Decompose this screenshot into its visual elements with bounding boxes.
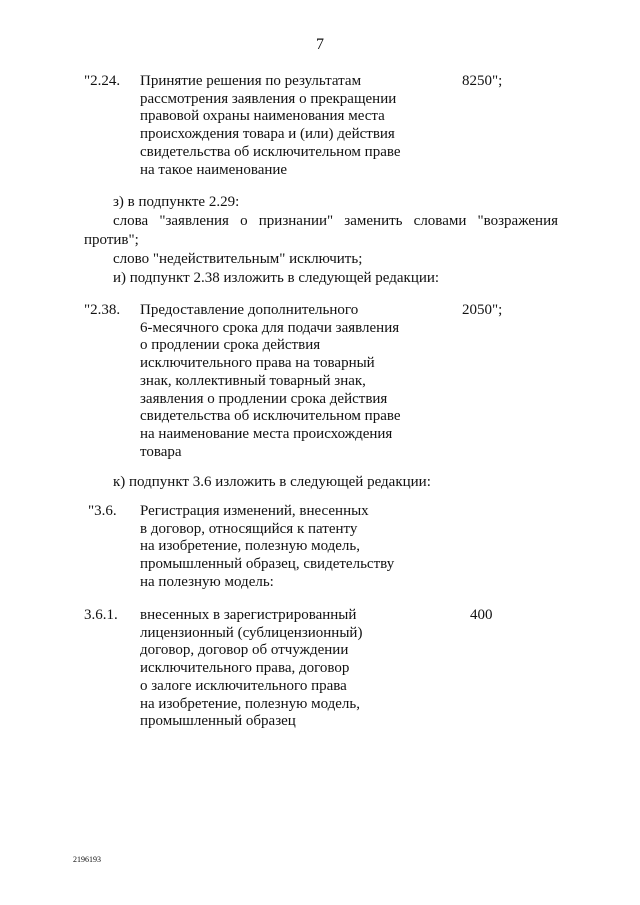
- item-price: 400: [470, 607, 493, 623]
- description-line: договор, договор об отчуждении: [140, 642, 349, 659]
- description-line: правовой охраны наименования места: [140, 108, 385, 125]
- item-number: 3.6.1.: [84, 607, 118, 623]
- paragraph-z-words: [84, 212, 558, 250]
- description-line: исключительного права, договор: [140, 660, 350, 677]
- description-line: на изобретение, полезную модель,: [140, 695, 361, 712]
- item-number: "3.6.: [88, 503, 117, 519]
- description-line: свидетельства об исключительном праве: [140, 408, 401, 425]
- item-description: [140, 302, 401, 461]
- item-description: [140, 503, 394, 592]
- item-number: "2.24.: [84, 73, 121, 89]
- item-description: [140, 73, 401, 179]
- description-line: лицензионный (сублицензионный): [140, 624, 363, 641]
- description-line: на наименование места происхождения: [140, 425, 393, 442]
- description-line: о продлении срока действия: [140, 337, 321, 354]
- description-line: в договор, относящийся к патенту: [140, 520, 358, 537]
- description-line: внесенных в зарегистрированный: [140, 607, 357, 623]
- description-line: свидетельства об исключительном праве: [140, 143, 401, 160]
- item-price: 8250";: [462, 73, 503, 89]
- description-line: о залоге исключительного права: [140, 677, 347, 694]
- description-line: исключительного права на товарный: [140, 355, 375, 372]
- paragraph-line: против";: [84, 232, 139, 248]
- paragraph-z-intro: з) в подпункте 2.29:: [113, 194, 240, 210]
- description-line: товара: [140, 443, 182, 460]
- paragraph-z-invalid: слово "недействительным" исключить;: [113, 251, 363, 267]
- description-line: промышленный образец: [140, 713, 296, 730]
- document-code: 2196193: [73, 855, 101, 864]
- item-price: 2050";: [462, 302, 503, 318]
- paragraph-k-intro: к) подпункт 3.6 изложить в следующей редакции:: [113, 474, 431, 490]
- description-line: Предоставление дополнительного: [140, 302, 359, 318]
- page-number: 7: [316, 36, 324, 53]
- description-line: рассмотрения заявления о прекращении: [140, 90, 397, 107]
- description-line: на изобретение, полезную модель,: [140, 538, 361, 555]
- description-line: заявления о продлении срока действия: [140, 390, 388, 407]
- description-line: Принятие решения по результатам: [140, 73, 362, 89]
- description-line: происхождения товара и (или) действия: [140, 126, 395, 143]
- paragraph-i-intro: и) подпункт 2.38 изложить в следующей редакции:: [113, 270, 440, 286]
- description-line: 6-месячного срока для подачи заявления: [140, 319, 400, 336]
- description-line: на полезную модель:: [140, 573, 274, 590]
- item-number: "2.38.: [84, 302, 121, 318]
- paragraph-line: слова "заявления о признании" заменить словами "возражения: [113, 213, 558, 229]
- description-line: Регистрация изменений, внесенных: [140, 503, 369, 519]
- item-description: [140, 607, 362, 731]
- description-line: промышленный образец, свидетельству: [140, 556, 395, 573]
- description-line: на такое наименование: [140, 161, 288, 178]
- description-line: знак, коллективный товарный знак,: [140, 372, 366, 389]
